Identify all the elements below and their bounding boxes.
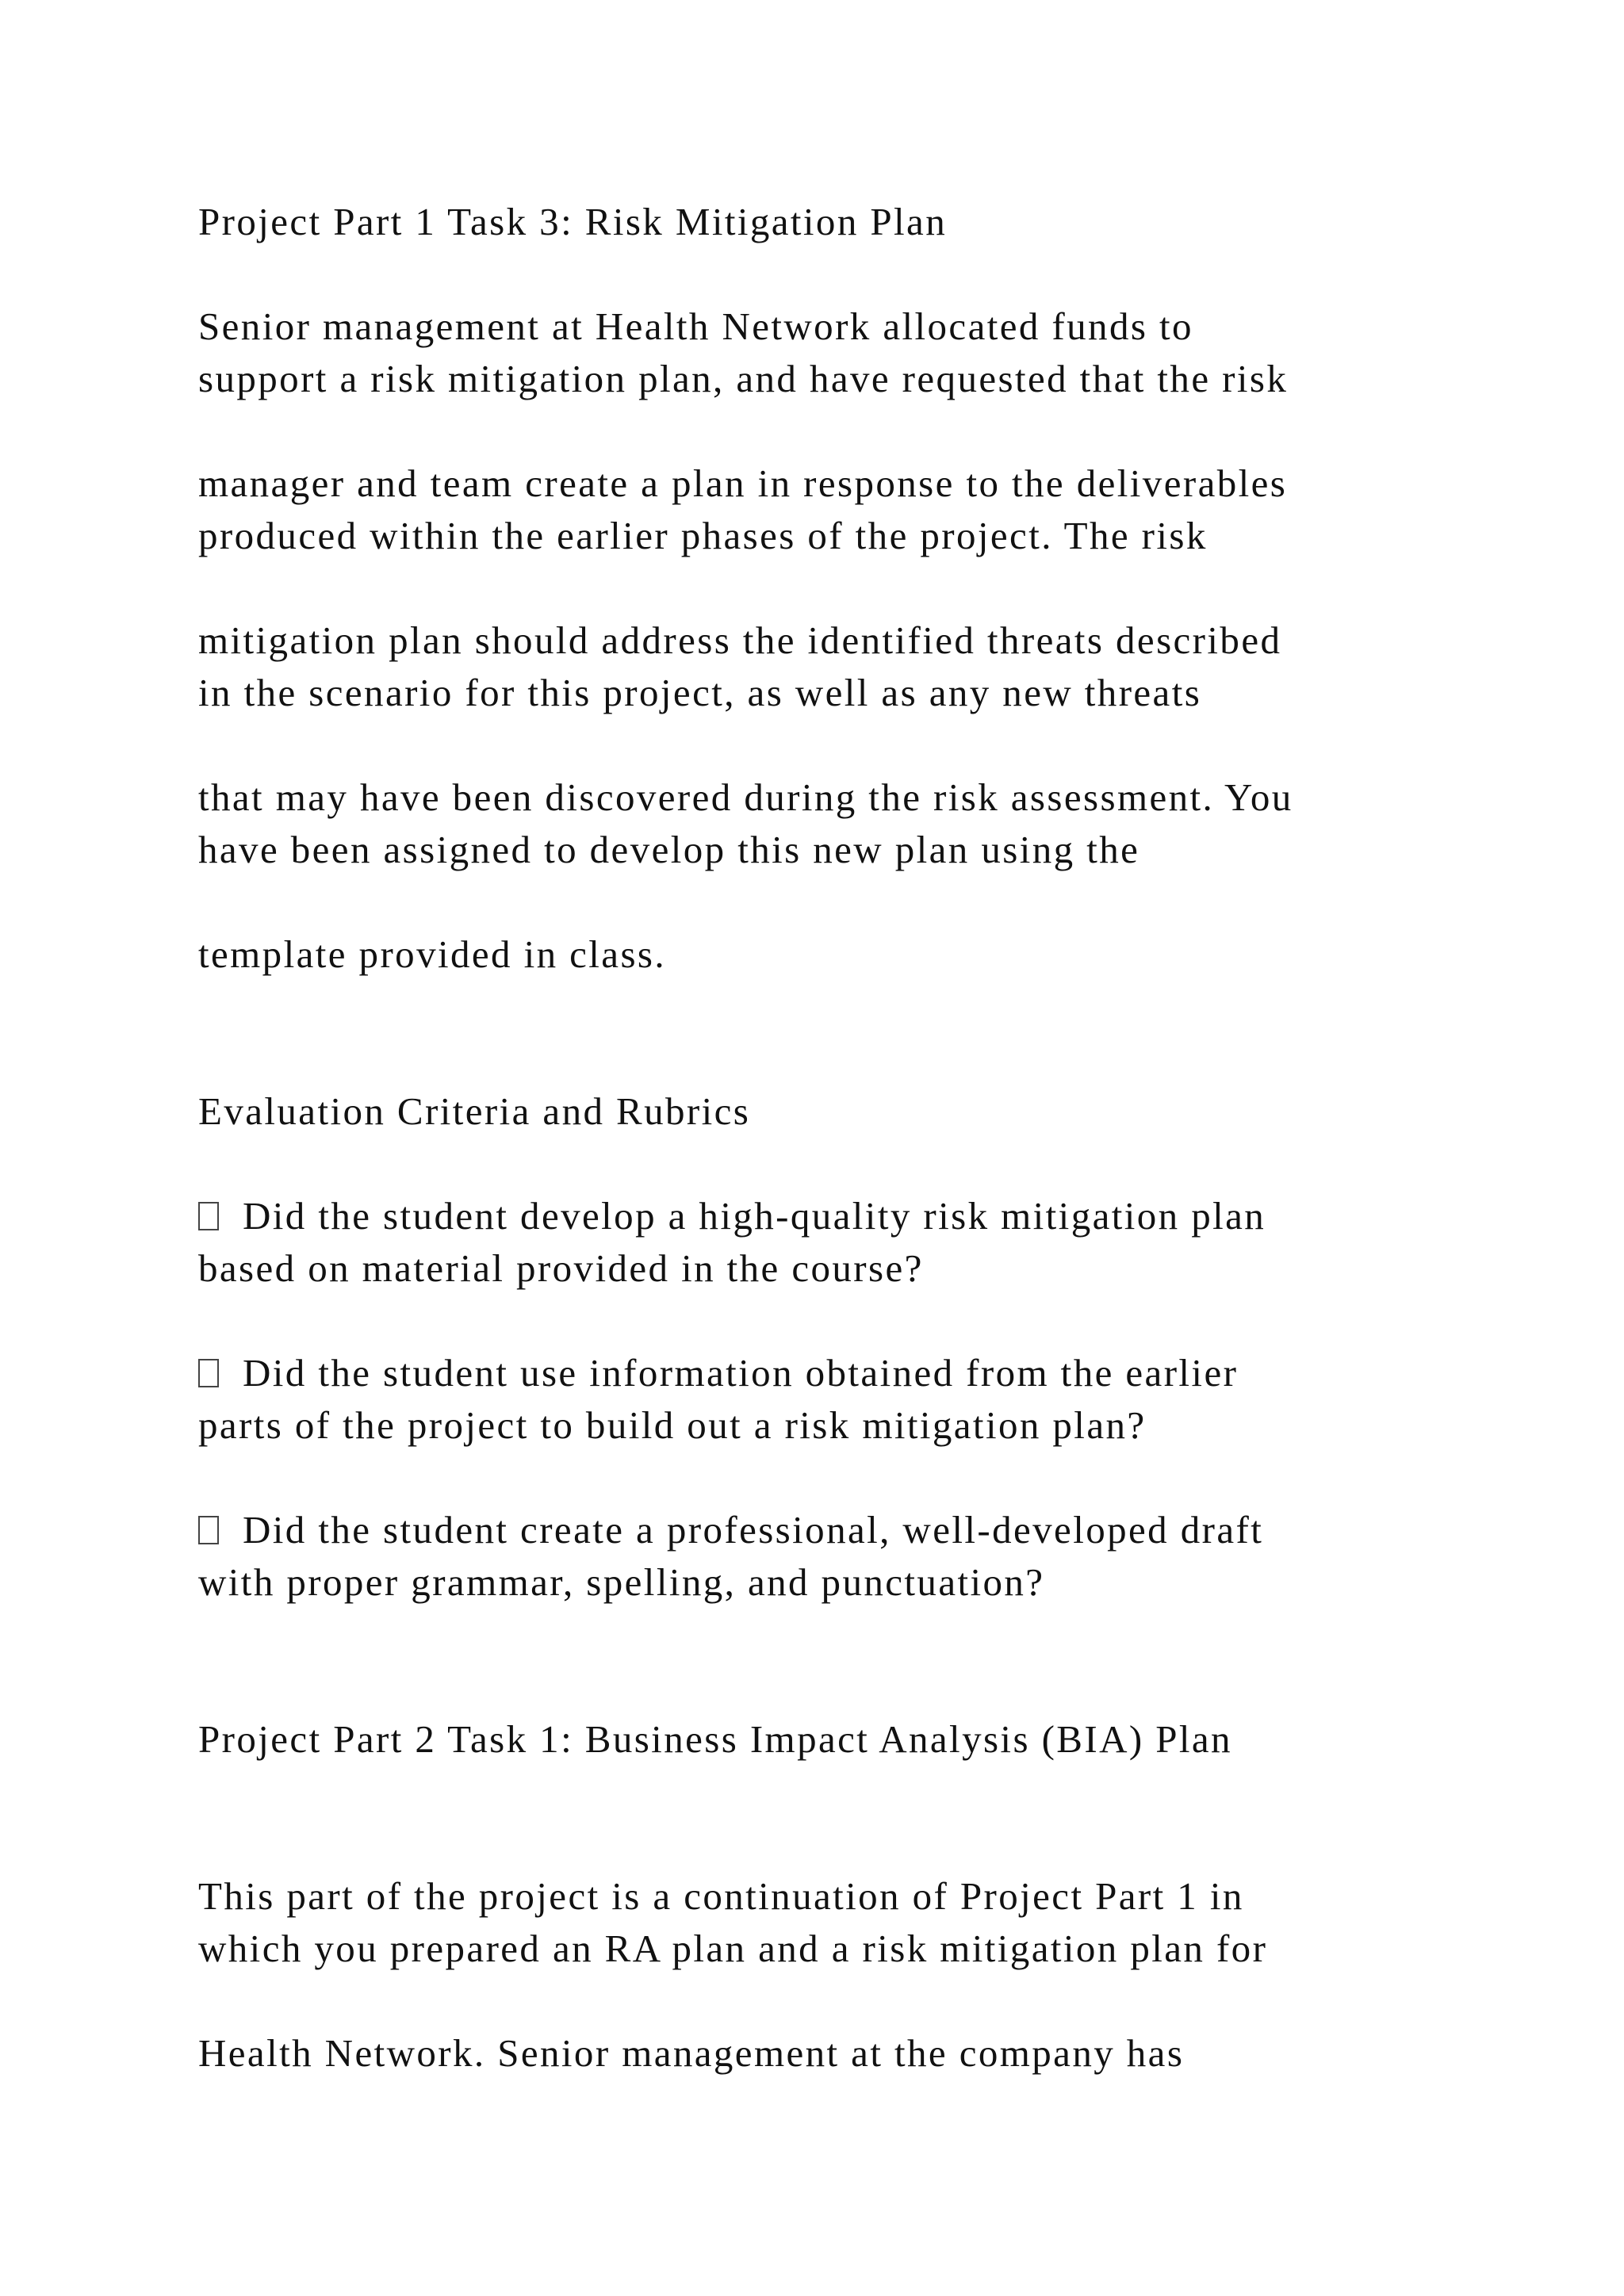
criteria-item-continuation: parts of the project to build out a risk mitigation plan?: [198, 1403, 1147, 1447]
paragraph-line: have been assigned to develop this new plan using the: [198, 828, 1140, 871]
paragraph-line: that may have been discovered during the risk assessment. You: [198, 775, 1293, 819]
criteria-text: Did the student create a professional, well-developed draft: [243, 1508, 1264, 1552]
criteria-item: [198, 1190, 1266, 1242]
paragraph-line: which you prepared an RA plan and a risk mitigation plan for: [198, 1927, 1268, 1970]
criteria-item: [198, 1504, 1263, 1556]
paragraph-line: produced within the earlier phases of the project. The risk: [198, 514, 1208, 557]
paragraph-line: manager and team create a plan in response to the deliverables: [198, 461, 1288, 505]
paragraph-line: in the scenario for this project, as well as any new threats: [198, 671, 1202, 714]
criteria-item: [198, 1347, 1238, 1399]
section-heading-evaluation-criteria: Evaluation Criteria and Rubrics: [198, 1089, 751, 1133]
paragraph-line: Health Network. Senior management at the company has: [198, 2031, 1185, 2075]
paragraph-line: Senior management at Health Network allocated funds to: [198, 304, 1193, 348]
criteria-item-continuation: with proper grammar, spelling, and punctuation?: [198, 1560, 1045, 1604]
section-heading-risk-mitigation: Project Part 1 Task 3: Risk Mitigation Plan: [198, 200, 948, 243]
paragraph-line: template provided in class.: [198, 932, 667, 976]
paragraph-line: mitigation plan should address the identified threats described: [198, 618, 1282, 662]
criteria-text: Did the student use information obtained from the earlier: [243, 1351, 1239, 1395]
bullet-box-icon: [198, 1516, 219, 1544]
criteria-text: Did the student develop a high-quality risk mitigation plan: [243, 1194, 1266, 1238]
bullet-box-icon: [198, 1359, 219, 1387]
paragraph-line: support a risk mitigation plan, and have requested that the risk: [198, 357, 1289, 400]
criteria-item-continuation: based on material provided in the course?: [198, 1246, 924, 1290]
paragraph-line: This part of the project is a continuation of Project Part 1 in: [198, 1874, 1244, 1918]
bullet-box-icon: [198, 1202, 219, 1230]
section-heading-bia-plan: Project Part 2 Task 1: Business Impact Analysis (BIA) Plan: [198, 1717, 1232, 1761]
